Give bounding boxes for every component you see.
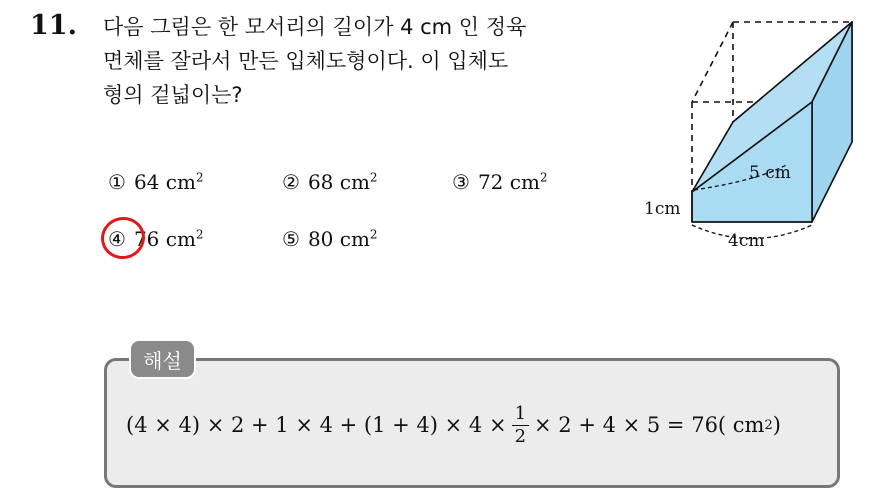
choice-3[interactable] <box>452 170 548 194</box>
formula-fraction <box>512 403 529 448</box>
formula-exponent: 2 <box>764 417 773 433</box>
choice-mark: ⑤ <box>282 227 300 251</box>
question-line-1: 다음 그림은 한 모서리의 길이가 4 cm 인 정육 <box>103 15 527 39</box>
formula-close: ) <box>772 413 781 437</box>
solid-faces <box>692 22 852 222</box>
choice-value: 76 <box>133 227 160 251</box>
choice-unit: cm <box>509 170 540 194</box>
label-4cm: 4cm <box>728 231 765 251</box>
choice-mark: ③ <box>452 170 470 194</box>
choice-exponent: 2 <box>195 170 204 185</box>
formula-right: × 2 + 4 × 5 = 76( cm <box>534 413 765 437</box>
label-5cm: 5 cm <box>749 163 791 183</box>
choice-value: 64 <box>133 170 160 194</box>
question-number: 11. <box>30 10 77 41</box>
choice-mark: ④ <box>108 227 126 251</box>
fraction-numerator: 1 <box>512 403 529 426</box>
choice-value: 68 <box>307 170 334 194</box>
choice-mark: ② <box>282 170 300 194</box>
choice-2[interactable] <box>282 170 378 194</box>
choice-exponent: 2 <box>369 170 378 185</box>
choice-exponent: 2 <box>539 170 548 185</box>
solid-figure <box>640 12 870 257</box>
solution-formula <box>126 390 781 460</box>
fraction-denominator: 2 <box>514 425 527 447</box>
choice-unit: cm <box>339 227 370 251</box>
solution-tag: 해설 <box>129 339 196 379</box>
choice-mark: ① <box>108 170 126 194</box>
formula-left: (4 × 4) × 2 + 1 × 4 + (1 + 4) × 4 × <box>126 413 507 437</box>
choice-5[interactable] <box>282 227 378 251</box>
choice-1[interactable] <box>108 170 204 194</box>
choice-exponent: 2 <box>195 227 204 242</box>
choice-value: 72 <box>477 170 504 194</box>
choice-unit: cm <box>339 170 370 194</box>
choice-unit: cm <box>165 227 196 251</box>
choice-unit: cm <box>165 170 196 194</box>
question-line-2: 면체를 잘라서 만든 입체도형이다. 이 입체도 <box>103 49 509 73</box>
question-line-3: 형의 겉넓이는? <box>103 83 243 107</box>
question-text <box>103 10 623 112</box>
choice-value: 80 <box>307 227 334 251</box>
label-1cm: 1cm <box>644 199 681 219</box>
choice-exponent: 2 <box>369 227 378 242</box>
selected-answer-circle <box>97 213 149 263</box>
